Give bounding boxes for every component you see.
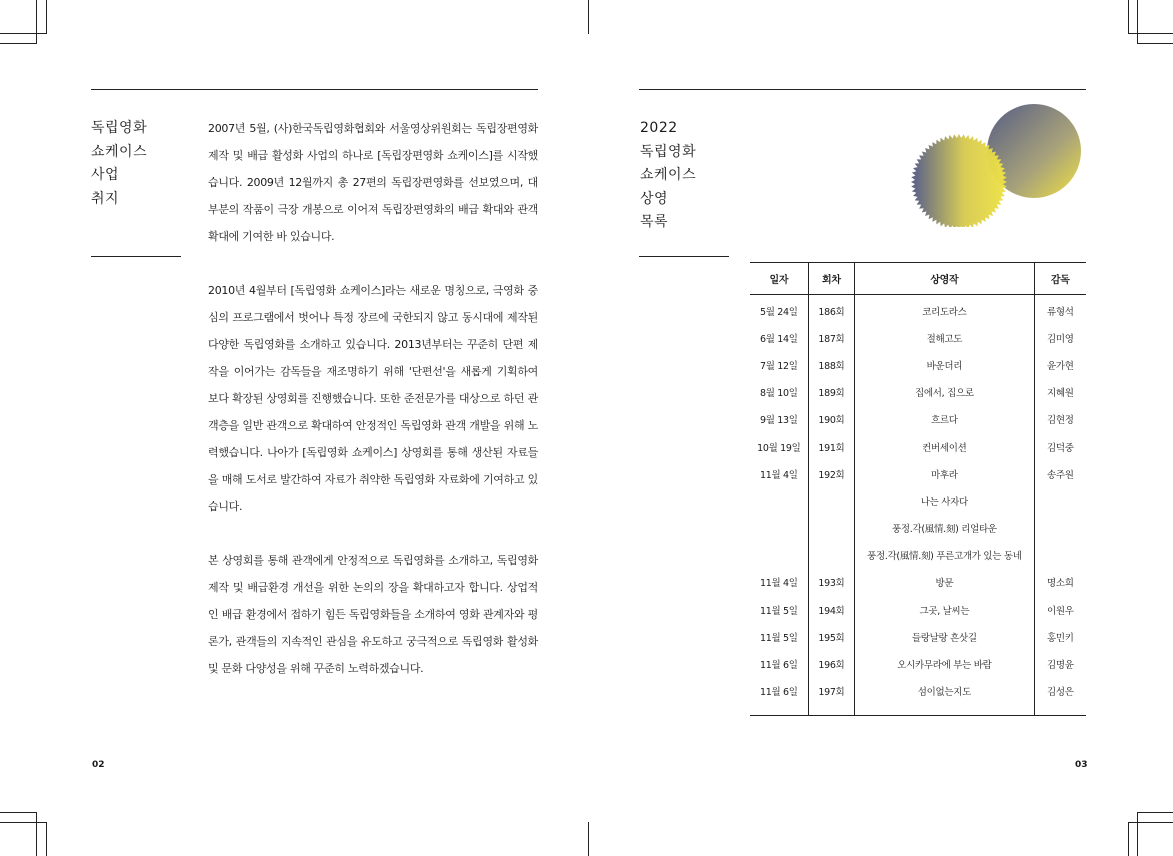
table-row: [750, 542, 1086, 569]
cell-director: 이원우: [1046, 605, 1074, 617]
table-row: [750, 295, 1086, 325]
cell-director: 홍민키: [1046, 632, 1074, 644]
cell-director: 김명윤: [1046, 660, 1074, 672]
cell-session: 188회: [808, 351, 855, 378]
header-director: 감독: [1034, 263, 1086, 295]
cell-film: 풍정.각(風情.刻) 푸른고개가 있는 동네: [855, 542, 1034, 569]
table-row: [750, 351, 1086, 378]
intro-paragraph-3: 본 상영회를 통해 관객에게 안정적으로 독립영화를 소개하고, 독립영화 제작 및 배급환경 개선을 위한 논의의 장을 확대하고자 합니다. 상업적인 배급 환경에서 접하기 힘든 독립영화들을 소개하여 영화 관계자와 평론가, 관객들의 지속적인 관심을 유도하고 궁극적으로 독립영화 활성화 및 문화 다양성을 위해 꾸준히 노력하겠습니다.: [208, 554, 538, 675]
cell-session: 193회: [808, 569, 855, 596]
cell-director: 윤가현: [1046, 360, 1074, 372]
cell-film: 컨버세이션: [855, 433, 1034, 460]
right-top-rule: [639, 89, 1086, 90]
cell-date: 7월 12일: [750, 351, 808, 378]
cell-film: 들랑날랑 흔삿길: [855, 623, 1034, 650]
cell-session: 195회: [808, 623, 855, 650]
cell-director: [1034, 542, 1086, 569]
cell-director: 김성은: [1034, 678, 1086, 716]
cell-date: [750, 487, 808, 514]
side-title-line: 목록: [640, 214, 669, 230]
cell-film: 코리도라스: [855, 295, 1034, 325]
side-title-line: 2022: [640, 120, 678, 136]
side-title-line: 상영: [640, 190, 669, 207]
cell-date: 9월 13일: [750, 406, 808, 433]
cell-session: 187회: [808, 324, 855, 351]
cell-date: 11월 4일: [750, 569, 808, 596]
cell-director: 김현정: [1046, 415, 1074, 427]
left-top-rule: [91, 89, 538, 90]
cell-session: [808, 542, 855, 569]
cell-film: 흐르다: [855, 406, 1034, 433]
cell-date: 6월 14일: [750, 324, 808, 351]
cell-session: 194회: [808, 596, 855, 623]
side-title-line: 쇼케이스: [91, 143, 148, 160]
table-row: [750, 515, 1086, 542]
table-row: [750, 678, 1086, 716]
cell-film: 풍정.각(風情.刻) 리얼타운: [855, 515, 1034, 542]
right-side-title: [640, 117, 696, 235]
cell-film: 바운더리: [855, 351, 1034, 378]
header-date: 일자: [750, 263, 808, 295]
cell-session: 192회: [808, 460, 855, 487]
cell-film: 집에서, 집으로: [855, 379, 1034, 406]
cell-date: 10월 19일: [750, 433, 808, 460]
cell-session: 190회: [808, 406, 855, 433]
cell-date: [750, 515, 808, 542]
cell-director: 김미영: [1046, 333, 1074, 345]
header-session: 회차: [808, 263, 855, 295]
side-title-line: 독립영화: [91, 120, 148, 136]
table-row: [750, 623, 1086, 650]
side-title-line: 취지: [91, 190, 120, 207]
cell-film: 그곳, 날씨는: [855, 596, 1034, 623]
cell-director: 김덕중: [1046, 442, 1074, 454]
side-title-line: 쇼케이스: [640, 167, 697, 183]
cell-date: 11월 6일: [750, 678, 808, 716]
right-title-rule: [639, 256, 729, 257]
side-title-line: 사업: [91, 167, 120, 183]
cell-date: 11월 5일: [750, 596, 808, 623]
cell-film: 방문: [855, 569, 1034, 596]
cell-date: [750, 542, 808, 569]
cell-director: 명소희: [1046, 578, 1074, 590]
table-row: [750, 406, 1086, 433]
cell-film: 절해고도: [855, 324, 1034, 351]
table-row: [750, 433, 1086, 460]
cell-date: 11월 4일: [750, 460, 808, 487]
table-row: [750, 650, 1086, 677]
cell-session: [808, 487, 855, 514]
left-title-rule: [91, 256, 181, 257]
side-title-line: 독립영화: [640, 143, 697, 160]
table-row: [750, 487, 1086, 514]
intro-paragraph-1: 2007년 5월, (사)한국독립영화협회와 서울영상위원회는 독립장편영화 제작 및 배급 활성화 사업의 하나로 [독립장편영화 쇼케이스]를 시작했습니다. 2009년 12월까지 총 27편의 독립장편영화를 선보였으며, 대부분의 작품이 극장 개봉으로 이어져 독립장편영화의 배급 확대와 관객 확대에 기여한 바 있습니다.: [208, 122, 538, 243]
page-number-right: 03: [1075, 760, 1088, 770]
cell-date: 5월 24일: [750, 295, 808, 325]
cell-session: 189회: [808, 379, 855, 406]
screening-list-table: [750, 262, 1086, 716]
cell-session: 197회: [808, 678, 855, 716]
cell-session: [808, 515, 855, 542]
table-row: [750, 460, 1086, 487]
cell-director: 지혜원: [1046, 388, 1074, 400]
cell-date: 11월 6일: [750, 650, 808, 677]
cell-film: 마후라: [855, 460, 1034, 487]
cell-date: 8월 10일: [750, 379, 808, 406]
cell-date: 11월 5일: [750, 623, 808, 650]
decorative-circles-graphic: [905, 102, 1095, 227]
cell-film: 나는 사자다: [855, 487, 1034, 514]
table-header-row: [750, 263, 1086, 295]
cell-film: 섬이없는지도: [855, 678, 1034, 716]
cell-session: 191회: [808, 433, 855, 460]
cell-film: 오시카무라에 부는 바람: [855, 650, 1034, 677]
table-row: [750, 379, 1086, 406]
table-row: [750, 324, 1086, 351]
cell-session: 196회: [808, 650, 855, 677]
cell-director: [1034, 487, 1086, 514]
cell-director: 송주원: [1046, 469, 1074, 481]
cell-director: [1034, 515, 1086, 542]
intro-paragraph-2: 2010년 4월부터 [독립영화 쇼케이스]라는 새로운 명칭으로, 극영화 중심의 프로그램에서 벗어나 특정 장르에 국한되지 않고 동시대에 제작된 다양한 독립영화를 소개하고 있습니다. 2013년부터는 꾸준히 단편 제작을 이어가는 감독들을 재조명하기 위해 '단편선'을 새롭게 기획하여 보다 확장된 상영회를 진행했습니다. 또한 준전문가를 대상으로 하던 관객층을 일반 관객으로 확대하여 안정적인 독립영화 관객 개발을 위해 노력했습니다. 나아가 [독립영화 쇼케이스] 상영회를 통해 생산된 자료들을 매해 도서로 발간하여 자료가 취약한 독립영화 자료화에 기여하고 있습니다.: [208, 284, 538, 513]
header-film: 상영작: [855, 263, 1034, 295]
page-number-left: 02: [92, 760, 105, 770]
left-side-title: [91, 117, 147, 211]
table-row: [750, 569, 1086, 596]
cell-session: 186회: [808, 295, 855, 325]
cell-director: 류형석: [1046, 306, 1074, 318]
table-row: [750, 596, 1086, 623]
